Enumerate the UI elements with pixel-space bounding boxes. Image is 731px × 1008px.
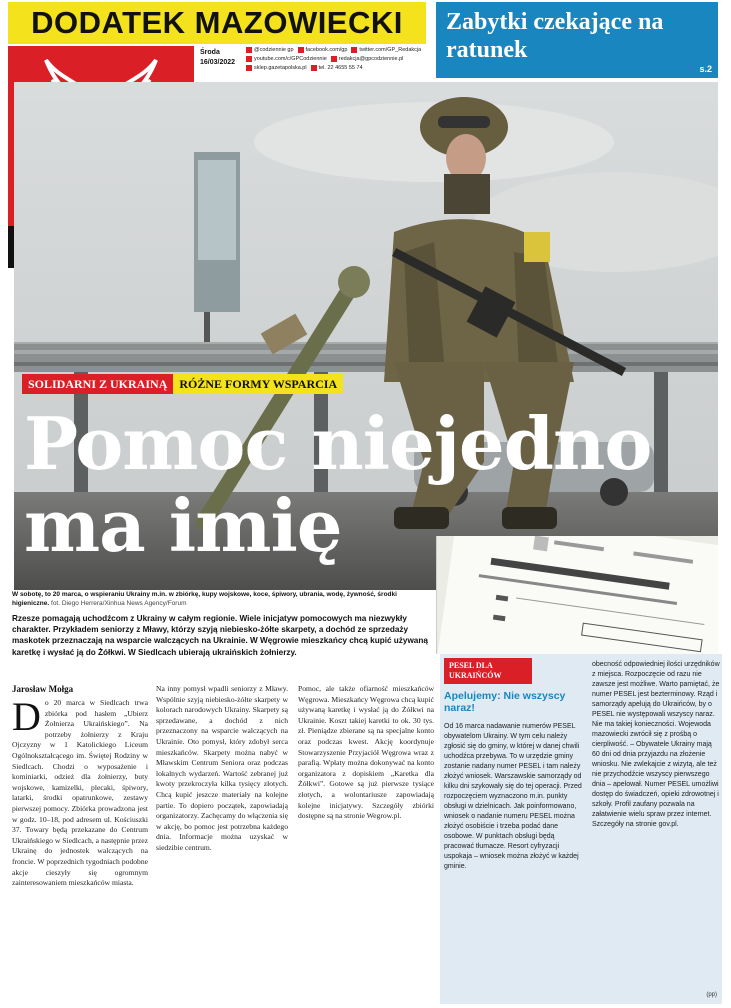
contact-item[interactable]: facebook.com/gp bbox=[298, 46, 348, 55]
sidebar-column-1: Od 16 marca nadawanie numerów PESEL obywatelom Ukrainy. W tym celu należy zgłosić się do gminy, w której w danej chwili uchodźca przebywa. To w urzędzie gminy zostanie nadany numer PESEL i tam należy złożyć wniosek. Warszawskie samorządy od kilku dni szykowały się do tej operacji. Przed rozpoczęciem wyznaczono m.in. punkty obsługi w dzielnicach. Jak poinformowano, wniosek o nadanie numeru PESEL można złożyć osobiście i trzeba podać dane osobowe. W punktach obsługi będą pracować tłumacze. Resort cyfryzacji uspokaja – wniosek można złożyć w każdej gminie. bbox=[444, 723, 582, 870]
sidebar-signature: (pp) bbox=[706, 992, 717, 998]
headline-line-2[interactable]: ma imię bbox=[24, 483, 342, 568]
supplement-header-band bbox=[8, 2, 426, 44]
issue-weekday: Środa bbox=[200, 49, 220, 56]
pesel-form-illustration bbox=[437, 536, 718, 654]
article-column-1 bbox=[12, 698, 148, 1002]
sidebar-column-2: obecność odpowiedniej ilości urzędników z miejsca. Rozpoczęcie od razu nie zawsze jest możliwe. Warto pamiętać, że numer PESEL jest bezterminowy. Rząd i samorządy apelują do Ukraińców, by o PESEL nie występowali wszyscy naraz. Nie ma takiej konieczności. Wojewoda mazowiecki zwrócił się z prośbą o cierpliwość. – Obywatele Ukrainy mają 60 dni od dnia przyjazdu na złożenie wniosku. Nie zwlekajcie z wizytą, ale też nie przychodźcie wszyscy pierwszego dnia – apelował. Numer PESEL umożliwi dostęp do świadczeń, opieki zdrowotnej i szkoły. Profil zaufany pozwala na załatwienie wielu spraw przez internet. Szczegóły na stronie gov.pl. bbox=[592, 661, 720, 828]
caption-text: W sobotę, to 20 marca, o wspieraniu Ukrainy m.in. w zbiórkę, kupy wojskowe, koce, śpiwory, ubrania, wodę, żywność, środki higieniczne. bbox=[12, 591, 397, 607]
article-column-3: Pomoc, ale także ofiarność mieszkańców Węgrowa. Mieszkańcy Węgrowa chcą kupić używaną karetkę i wysłać ją do Żółkwi na Ukrainie. Koszt takiej karetki to ok. 30 tys. zł. Pieniądze zbierane są na specjalne konto oraz podczas kwest. Akcję koordynuje Stowarzyszenie Przyjaciół Węgrowa wraz z parafią. Wpłaty można dokonywać na konto organizatora z dopiskiem „Karetka dla Żółkwi”. Gotowe są już pierwsze tysiące złotych, a wolontariusze zapowiadają kolejne inicjatywy. Szczegóły zbiórki dostępne są na stronie Wegrow.pl. bbox=[298, 684, 434, 821]
pesel-form-photo[interactable] bbox=[436, 536, 718, 654]
article-lead: Rzesze pomagają uchodźcom z Ukrainy w całym regionie. Wiele inicjatyw pomocowych ma niezwykły charakter. Przykładem seniorzy z Mławy, którzy szyją niebiesko-żółte skarpety, a dochód ze sprzedaży maskotek przeznaczają na wsparcie walczących na Ukrainie. W Węgrowie mieszkańcy chcą kupić używaną karetkę i wysłać ją do Żółkwi. W Siedlcach ubierają ukraińskich żołnierzy. bbox=[12, 614, 428, 657]
teaser-page-number: s.2 bbox=[699, 64, 712, 74]
teaser-title[interactable]: Zabytki czekające na ratunek bbox=[446, 9, 664, 63]
column-1-text: o 20 marca w Siedlcach trwa zbiórka pod hasłem „Ubierz Żołnierza Ukraińskiego”. Na potrzeby żołnierzy z Kraju Ojczyzny w 1 Katolickiego Liceum Ogólnokształcącego im. Świętej Rodziny w Siedlcach. Chodzi o wyposażenie i kominiarki, odzież dla żołnierzy, buty wojskowe, kamizelki, plecaki, śpiwory, latarki, środki opatrunkowe, zestawy pierwszej pomocy. Zbiórka prowadzona jest w godz. 10–18, pod adresem ul. Kościuszki 37. Towary będą przekazane do Centrum Ukraińskiego w Siedlcach, a następnie przez Ukrainę do jednostek walczących na froncie. W poprzednich tygodniach podobne akcje cieszyły się ogromnym zainteresowaniem mieszkańców miasta. bbox=[12, 698, 148, 888]
sidebar-section-tag: PESEL DLA UKRAIŃCÓW bbox=[444, 658, 532, 684]
contact-item[interactable]: sklep.gazetapolska.pl bbox=[246, 64, 307, 73]
photo-caption bbox=[12, 590, 432, 608]
article-author: Jarosław Mołga bbox=[12, 684, 74, 694]
sidebar-title[interactable]: Apelujemy: Nie wszyscy naraz! bbox=[444, 690, 566, 714]
contact-list bbox=[246, 46, 428, 73]
photo-credit: fot. Diego Herrera/Xinhua News Agency/Forum bbox=[51, 600, 187, 607]
kicker-section-label: SOLIDARNI Z UKRAINĄ bbox=[22, 374, 173, 394]
contact-item[interactable]: twitter.com/GP_Redakcja bbox=[351, 46, 421, 55]
contact-item[interactable]: redakcja@gpcodziennie.pl bbox=[331, 55, 404, 64]
issue-date bbox=[200, 48, 244, 68]
issue-date-value: 16/03/2022 bbox=[200, 59, 236, 66]
teaser-box[interactable] bbox=[436, 2, 718, 78]
dropcap-letter: D bbox=[12, 698, 41, 739]
contact-item[interactable]: @codziennie gp bbox=[246, 46, 294, 55]
contact-item[interactable]: youtube.com/c/GPCodziennie bbox=[246, 55, 327, 64]
headline-line-1[interactable]: Pomoc niejedno bbox=[24, 401, 652, 486]
article-column-2: Na inny pomysł wpadli seniorzy z Mławy. Wspólnie szyją niebiesko-żółte skarpety w kolorach narodowych Ukrainy. Skarpety są sprzedawane, a dochód z nich przeznaczony na wsparcie walczących na Ukrainie. Oto pomysł, który zdobył serca mieszkańców. Skarpety można nabyć w Mławskim Centrum Seniora oraz podczas lokalnych wydarzeń. Wartość zebranej już kwoty przekroczyła kilka tysięcy złotych. Chcą kupić jeszcze materiały na kolejne partie. To dopiero początek, zapowiadają organizatorzy. Zachęcamy do włączenia się w akcję, bo pomoc jest potrzebna każdego dnia. Informacje można uzyskać w siedzibie centrum. bbox=[156, 684, 288, 852]
kicker-topic-label: RÓŻNE FORMY WSPARCIA bbox=[173, 374, 343, 394]
story-kicker bbox=[22, 374, 343, 394]
supplement-title: DODATEK MAZOWIECKI bbox=[31, 5, 403, 40]
contact-item[interactable]: tel. 22 4655 55 74 bbox=[311, 64, 363, 73]
